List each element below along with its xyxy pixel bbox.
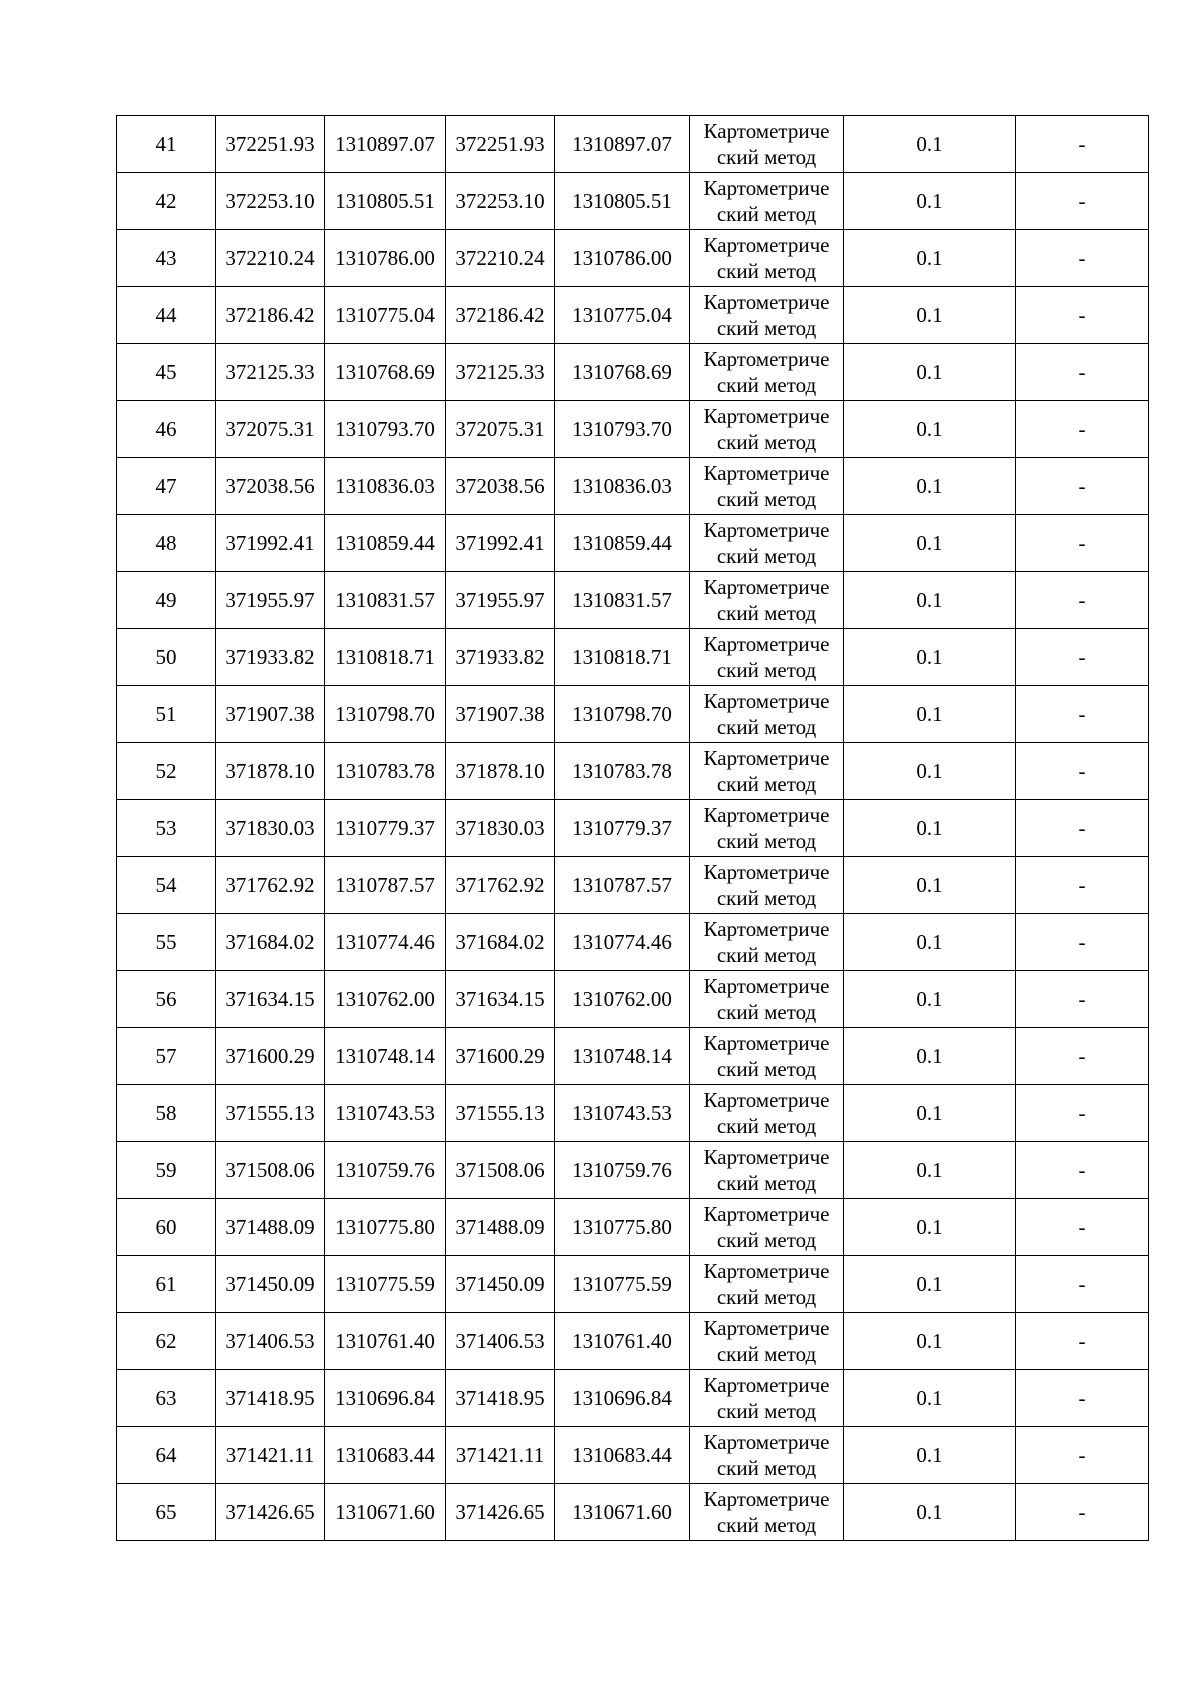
- y-coord-cell: 1310897.07: [325, 116, 446, 173]
- x-coord-new-cell: 371508.06: [446, 1142, 555, 1199]
- method-cell: [690, 857, 844, 914]
- y-coord-cell: 1310818.71: [325, 629, 446, 686]
- table-row: [117, 230, 1149, 287]
- x-coord-new-cell: 372253.10: [446, 173, 555, 230]
- method-cell: [690, 1313, 844, 1370]
- x-coord-new-cell: 372186.42: [446, 287, 555, 344]
- method-cell: [690, 971, 844, 1028]
- description-cell: -: [1016, 1427, 1149, 1484]
- y-coord-cell: 1310671.60: [325, 1484, 446, 1541]
- method-line-1: Картометриче: [703, 1088, 830, 1112]
- point-number-cell: 51: [117, 686, 216, 743]
- x-coord-cell: 371600.29: [216, 1028, 325, 1085]
- point-number-cell: 50: [117, 629, 216, 686]
- method-line-2: ский метод: [716, 1171, 817, 1195]
- description-cell: -: [1016, 515, 1149, 572]
- method-line-1: Картометриче: [703, 176, 830, 200]
- accuracy-cell: 0.1: [844, 1142, 1016, 1199]
- y-coord-cell: 1310775.80: [325, 1199, 446, 1256]
- y-coord-cell: 1310774.46: [325, 914, 446, 971]
- table-row: [117, 1313, 1149, 1370]
- method-cell: [690, 1199, 844, 1256]
- method-line-2: ский метод: [716, 259, 817, 283]
- method-cell: [690, 116, 844, 173]
- y-coord-new-cell: 1310787.57: [555, 857, 690, 914]
- accuracy-cell: 0.1: [844, 629, 1016, 686]
- description-cell: -: [1016, 344, 1149, 401]
- method-cell: [690, 173, 844, 230]
- point-number-cell: 52: [117, 743, 216, 800]
- accuracy-cell: 0.1: [844, 572, 1016, 629]
- method-cell: [690, 230, 844, 287]
- method-line-2: ский метод: [716, 487, 817, 511]
- description-cell: -: [1016, 401, 1149, 458]
- accuracy-cell: 0.1: [844, 515, 1016, 572]
- method-cell: [690, 1256, 844, 1313]
- table-row: [117, 287, 1149, 344]
- method-cell: [690, 344, 844, 401]
- accuracy-cell: 0.1: [844, 230, 1016, 287]
- x-coord-new-cell: 372075.31: [446, 401, 555, 458]
- x-coord-new-cell: 371600.29: [446, 1028, 555, 1085]
- x-coord-cell: 371878.10: [216, 743, 325, 800]
- y-coord-new-cell: 1310831.57: [555, 572, 690, 629]
- y-coord-cell: 1310775.04: [325, 287, 446, 344]
- accuracy-cell: 0.1: [844, 743, 1016, 800]
- point-number-cell: 56: [117, 971, 216, 1028]
- x-coord-cell: 372251.93: [216, 116, 325, 173]
- x-coord-cell: 371508.06: [216, 1142, 325, 1199]
- y-coord-cell: 1310762.00: [325, 971, 446, 1028]
- description-cell: -: [1016, 971, 1149, 1028]
- table-row: [117, 173, 1149, 230]
- point-number-cell: 53: [117, 800, 216, 857]
- x-coord-new-cell: 371488.09: [446, 1199, 555, 1256]
- table-row: [117, 743, 1149, 800]
- table-row: [117, 1370, 1149, 1427]
- y-coord-cell: 1310831.57: [325, 572, 446, 629]
- x-coord-new-cell: 371933.82: [446, 629, 555, 686]
- y-coord-new-cell: 1310775.80: [555, 1199, 690, 1256]
- y-coord-new-cell: 1310775.59: [555, 1256, 690, 1313]
- x-coord-new-cell: 372125.33: [446, 344, 555, 401]
- y-coord-new-cell: 1310762.00: [555, 971, 690, 1028]
- description-cell: -: [1016, 1370, 1149, 1427]
- x-coord-new-cell: 371555.13: [446, 1085, 555, 1142]
- method-line-2: ский метод: [716, 1342, 817, 1366]
- method-line-1: Картометриче: [703, 974, 830, 998]
- y-coord-cell: 1310759.76: [325, 1142, 446, 1199]
- accuracy-cell: 0.1: [844, 458, 1016, 515]
- x-coord-new-cell: 372210.24: [446, 230, 555, 287]
- x-coord-cell: 371907.38: [216, 686, 325, 743]
- table-row: [117, 1427, 1149, 1484]
- x-coord-cell: 371634.15: [216, 971, 325, 1028]
- table-row: [117, 1028, 1149, 1085]
- accuracy-cell: 0.1: [844, 401, 1016, 458]
- accuracy-cell: 0.1: [844, 116, 1016, 173]
- method-line-2: ский метод: [716, 1456, 817, 1480]
- method-cell: [690, 914, 844, 971]
- description-cell: -: [1016, 1142, 1149, 1199]
- table-row: [117, 914, 1149, 971]
- x-coord-cell: 372210.24: [216, 230, 325, 287]
- accuracy-cell: 0.1: [844, 914, 1016, 971]
- x-coord-new-cell: 371634.15: [446, 971, 555, 1028]
- point-number-cell: 63: [117, 1370, 216, 1427]
- y-coord-new-cell: 1310779.37: [555, 800, 690, 857]
- accuracy-cell: 0.1: [844, 1484, 1016, 1541]
- method-line-1: Картометриче: [703, 1316, 830, 1340]
- method-line-2: ский метод: [716, 316, 817, 340]
- point-number-cell: 45: [117, 344, 216, 401]
- method-line-2: ский метод: [716, 886, 817, 910]
- method-line-1: Картометриче: [703, 404, 830, 428]
- x-coord-cell: 371421.11: [216, 1427, 325, 1484]
- method-cell: [690, 458, 844, 515]
- x-coord-cell: 371684.02: [216, 914, 325, 971]
- y-coord-new-cell: 1310775.04: [555, 287, 690, 344]
- table-row: [117, 1484, 1149, 1541]
- y-coord-cell: 1310836.03: [325, 458, 446, 515]
- coordinates-table: [116, 115, 1149, 1541]
- point-number-cell: 59: [117, 1142, 216, 1199]
- description-cell: -: [1016, 800, 1149, 857]
- y-coord-new-cell: 1310743.53: [555, 1085, 690, 1142]
- method-line-1: Картометриче: [703, 1031, 830, 1055]
- method-line-2: ский метод: [716, 1057, 817, 1081]
- point-number-cell: 43: [117, 230, 216, 287]
- y-coord-cell: 1310743.53: [325, 1085, 446, 1142]
- method-line-1: Картометриче: [703, 746, 830, 770]
- x-coord-new-cell: 371878.10: [446, 743, 555, 800]
- x-coord-new-cell: 371830.03: [446, 800, 555, 857]
- method-cell: [690, 629, 844, 686]
- y-coord-new-cell: 1310768.69: [555, 344, 690, 401]
- method-line-2: ский метод: [716, 943, 817, 967]
- x-coord-new-cell: 371684.02: [446, 914, 555, 971]
- method-line-1: Картометриче: [703, 575, 830, 599]
- method-cell: [690, 401, 844, 458]
- accuracy-cell: 0.1: [844, 287, 1016, 344]
- x-coord-cell: 371762.92: [216, 857, 325, 914]
- method-line-1: Картометриче: [703, 119, 830, 143]
- method-line-1: Картометриче: [703, 1259, 830, 1283]
- description-cell: -: [1016, 458, 1149, 515]
- y-coord-cell: 1310748.14: [325, 1028, 446, 1085]
- method-line-2: ский метод: [716, 430, 817, 454]
- point-number-cell: 58: [117, 1085, 216, 1142]
- table-row: [117, 1199, 1149, 1256]
- accuracy-cell: 0.1: [844, 857, 1016, 914]
- accuracy-cell: 0.1: [844, 1028, 1016, 1085]
- table-row: [117, 344, 1149, 401]
- method-line-1: Картометриче: [703, 518, 830, 542]
- y-coord-new-cell: 1310683.44: [555, 1427, 690, 1484]
- method-line-2: ский метод: [716, 202, 817, 226]
- table-row: [117, 458, 1149, 515]
- accuracy-cell: 0.1: [844, 1427, 1016, 1484]
- y-coord-new-cell: 1310798.70: [555, 686, 690, 743]
- method-cell: [690, 800, 844, 857]
- method-line-1: Картометриче: [703, 1487, 830, 1511]
- y-coord-new-cell: 1310774.46: [555, 914, 690, 971]
- method-line-2: ский метод: [716, 1285, 817, 1309]
- method-cell: [690, 1484, 844, 1541]
- method-line-1: Картометриче: [703, 803, 830, 827]
- accuracy-cell: 0.1: [844, 971, 1016, 1028]
- description-cell: -: [1016, 629, 1149, 686]
- method-line-1: Картометриче: [703, 1373, 830, 1397]
- method-cell: [690, 686, 844, 743]
- x-coord-cell: 371418.95: [216, 1370, 325, 1427]
- y-coord-cell: 1310793.70: [325, 401, 446, 458]
- method-line-1: Картометриче: [703, 1202, 830, 1226]
- x-coord-cell: 371488.09: [216, 1199, 325, 1256]
- y-coord-cell: 1310696.84: [325, 1370, 446, 1427]
- x-coord-cell: 372038.56: [216, 458, 325, 515]
- y-coord-new-cell: 1310793.70: [555, 401, 690, 458]
- description-cell: -: [1016, 572, 1149, 629]
- description-cell: -: [1016, 743, 1149, 800]
- description-cell: -: [1016, 173, 1149, 230]
- method-line-2: ский метод: [716, 1228, 817, 1252]
- point-number-cell: 57: [117, 1028, 216, 1085]
- method-cell: [690, 287, 844, 344]
- y-coord-new-cell: 1310859.44: [555, 515, 690, 572]
- method-cell: [690, 1427, 844, 1484]
- point-number-cell: 64: [117, 1427, 216, 1484]
- x-coord-cell: 371955.97: [216, 572, 325, 629]
- x-coord-cell: 372253.10: [216, 173, 325, 230]
- method-line-2: ский метод: [716, 829, 817, 853]
- method-line-2: ский метод: [716, 544, 817, 568]
- method-cell: [690, 1085, 844, 1142]
- method-cell: [690, 572, 844, 629]
- x-coord-cell: 372125.33: [216, 344, 325, 401]
- method-line-2: ский метод: [716, 1114, 817, 1138]
- y-coord-new-cell: 1310818.71: [555, 629, 690, 686]
- table-row: [117, 971, 1149, 1028]
- method-line-1: Картометриче: [703, 233, 830, 257]
- x-coord-new-cell: 371955.97: [446, 572, 555, 629]
- description-cell: -: [1016, 1256, 1149, 1313]
- x-coord-new-cell: 372038.56: [446, 458, 555, 515]
- table-row: [117, 572, 1149, 629]
- description-cell: -: [1016, 914, 1149, 971]
- method-line-1: Картометриче: [703, 347, 830, 371]
- method-line-1: Картометриче: [703, 1145, 830, 1169]
- method-line-2: ский метод: [716, 373, 817, 397]
- x-coord-cell: 371450.09: [216, 1256, 325, 1313]
- method-line-2: ский метод: [716, 715, 817, 739]
- x-coord-cell: 371406.53: [216, 1313, 325, 1370]
- x-coord-cell: 371830.03: [216, 800, 325, 857]
- method-line-1: Картометриче: [703, 860, 830, 884]
- x-coord-new-cell: 372251.93: [446, 116, 555, 173]
- point-number-cell: 60: [117, 1199, 216, 1256]
- y-coord-new-cell: 1310783.78: [555, 743, 690, 800]
- x-coord-cell: 372186.42: [216, 287, 325, 344]
- accuracy-cell: 0.1: [844, 1085, 1016, 1142]
- point-number-cell: 55: [117, 914, 216, 971]
- point-number-cell: 49: [117, 572, 216, 629]
- method-cell: [690, 1370, 844, 1427]
- y-coord-new-cell: 1310671.60: [555, 1484, 690, 1541]
- x-coord-new-cell: 371450.09: [446, 1256, 555, 1313]
- x-coord-new-cell: 371992.41: [446, 515, 555, 572]
- table-row: [117, 629, 1149, 686]
- y-coord-cell: 1310798.70: [325, 686, 446, 743]
- x-coord-new-cell: 371421.11: [446, 1427, 555, 1484]
- x-coord-new-cell: 371426.65: [446, 1484, 555, 1541]
- method-line-1: Картометриче: [703, 461, 830, 485]
- method-cell: [690, 515, 844, 572]
- accuracy-cell: 0.1: [844, 686, 1016, 743]
- table-row: [117, 686, 1149, 743]
- table-row: [117, 401, 1149, 458]
- table-row: [117, 800, 1149, 857]
- accuracy-cell: 0.1: [844, 1199, 1016, 1256]
- table-row: [117, 116, 1149, 173]
- y-coord-cell: 1310805.51: [325, 173, 446, 230]
- point-number-cell: 65: [117, 1484, 216, 1541]
- x-coord-new-cell: 371418.95: [446, 1370, 555, 1427]
- method-line-2: ский метод: [716, 145, 817, 169]
- method-cell: [690, 743, 844, 800]
- y-coord-new-cell: 1310759.76: [555, 1142, 690, 1199]
- y-coord-new-cell: 1310761.40: [555, 1313, 690, 1370]
- y-coord-cell: 1310761.40: [325, 1313, 446, 1370]
- accuracy-cell: 0.1: [844, 1370, 1016, 1427]
- point-number-cell: 42: [117, 173, 216, 230]
- description-cell: -: [1016, 287, 1149, 344]
- accuracy-cell: 0.1: [844, 1313, 1016, 1370]
- method-line-2: ский метод: [716, 658, 817, 682]
- y-coord-cell: 1310768.69: [325, 344, 446, 401]
- table-row: [117, 1256, 1149, 1313]
- x-coord-new-cell: 371406.53: [446, 1313, 555, 1370]
- x-coord-cell: 371555.13: [216, 1085, 325, 1142]
- x-coord-cell: 372075.31: [216, 401, 325, 458]
- point-number-cell: 47: [117, 458, 216, 515]
- y-coord-new-cell: 1310786.00: [555, 230, 690, 287]
- point-number-cell: 54: [117, 857, 216, 914]
- point-number-cell: 46: [117, 401, 216, 458]
- y-coord-cell: 1310786.00: [325, 230, 446, 287]
- description-cell: -: [1016, 1484, 1149, 1541]
- method-line-1: Картометриче: [703, 689, 830, 713]
- x-coord-cell: 371426.65: [216, 1484, 325, 1541]
- table-body: [117, 116, 1149, 1541]
- point-number-cell: 62: [117, 1313, 216, 1370]
- method-line-2: ский метод: [716, 1399, 817, 1423]
- point-number-cell: 44: [117, 287, 216, 344]
- method-line-1: Картометриче: [703, 632, 830, 656]
- description-cell: -: [1016, 1199, 1149, 1256]
- y-coord-cell: 1310779.37: [325, 800, 446, 857]
- y-coord-new-cell: 1310805.51: [555, 173, 690, 230]
- x-coord-new-cell: 371907.38: [446, 686, 555, 743]
- description-cell: -: [1016, 1313, 1149, 1370]
- table-row: [117, 1142, 1149, 1199]
- point-number-cell: 48: [117, 515, 216, 572]
- method-line-1: Картометриче: [703, 1430, 830, 1454]
- accuracy-cell: 0.1: [844, 1256, 1016, 1313]
- method-cell: [690, 1028, 844, 1085]
- x-coord-new-cell: 371762.92: [446, 857, 555, 914]
- description-cell: -: [1016, 1028, 1149, 1085]
- description-cell: -: [1016, 230, 1149, 287]
- accuracy-cell: 0.1: [844, 344, 1016, 401]
- table-row: [117, 857, 1149, 914]
- method-line-2: ский метод: [716, 772, 817, 796]
- description-cell: -: [1016, 857, 1149, 914]
- accuracy-cell: 0.1: [844, 800, 1016, 857]
- y-coord-new-cell: 1310836.03: [555, 458, 690, 515]
- y-coord-cell: 1310783.78: [325, 743, 446, 800]
- y-coord-new-cell: 1310897.07: [555, 116, 690, 173]
- method-line-2: ский метод: [716, 1000, 817, 1024]
- description-cell: -: [1016, 116, 1149, 173]
- point-number-cell: 41: [117, 116, 216, 173]
- table-row: [117, 1085, 1149, 1142]
- x-coord-cell: 371933.82: [216, 629, 325, 686]
- y-coord-cell: 1310787.57: [325, 857, 446, 914]
- y-coord-cell: 1310775.59: [325, 1256, 446, 1313]
- y-coord-cell: 1310683.44: [325, 1427, 446, 1484]
- y-coord-new-cell: 1310748.14: [555, 1028, 690, 1085]
- method-line-1: Картометриче: [703, 917, 830, 941]
- method-line-2: ский метод: [716, 601, 817, 625]
- point-number-cell: 61: [117, 1256, 216, 1313]
- x-coord-cell: 371992.41: [216, 515, 325, 572]
- accuracy-cell: 0.1: [844, 173, 1016, 230]
- method-line-1: Картометриче: [703, 290, 830, 314]
- y-coord-new-cell: 1310696.84: [555, 1370, 690, 1427]
- method-cell: [690, 1142, 844, 1199]
- table-row: [117, 515, 1149, 572]
- description-cell: -: [1016, 1085, 1149, 1142]
- description-cell: -: [1016, 686, 1149, 743]
- y-coord-cell: 1310859.44: [325, 515, 446, 572]
- method-line-2: ский метод: [716, 1513, 817, 1537]
